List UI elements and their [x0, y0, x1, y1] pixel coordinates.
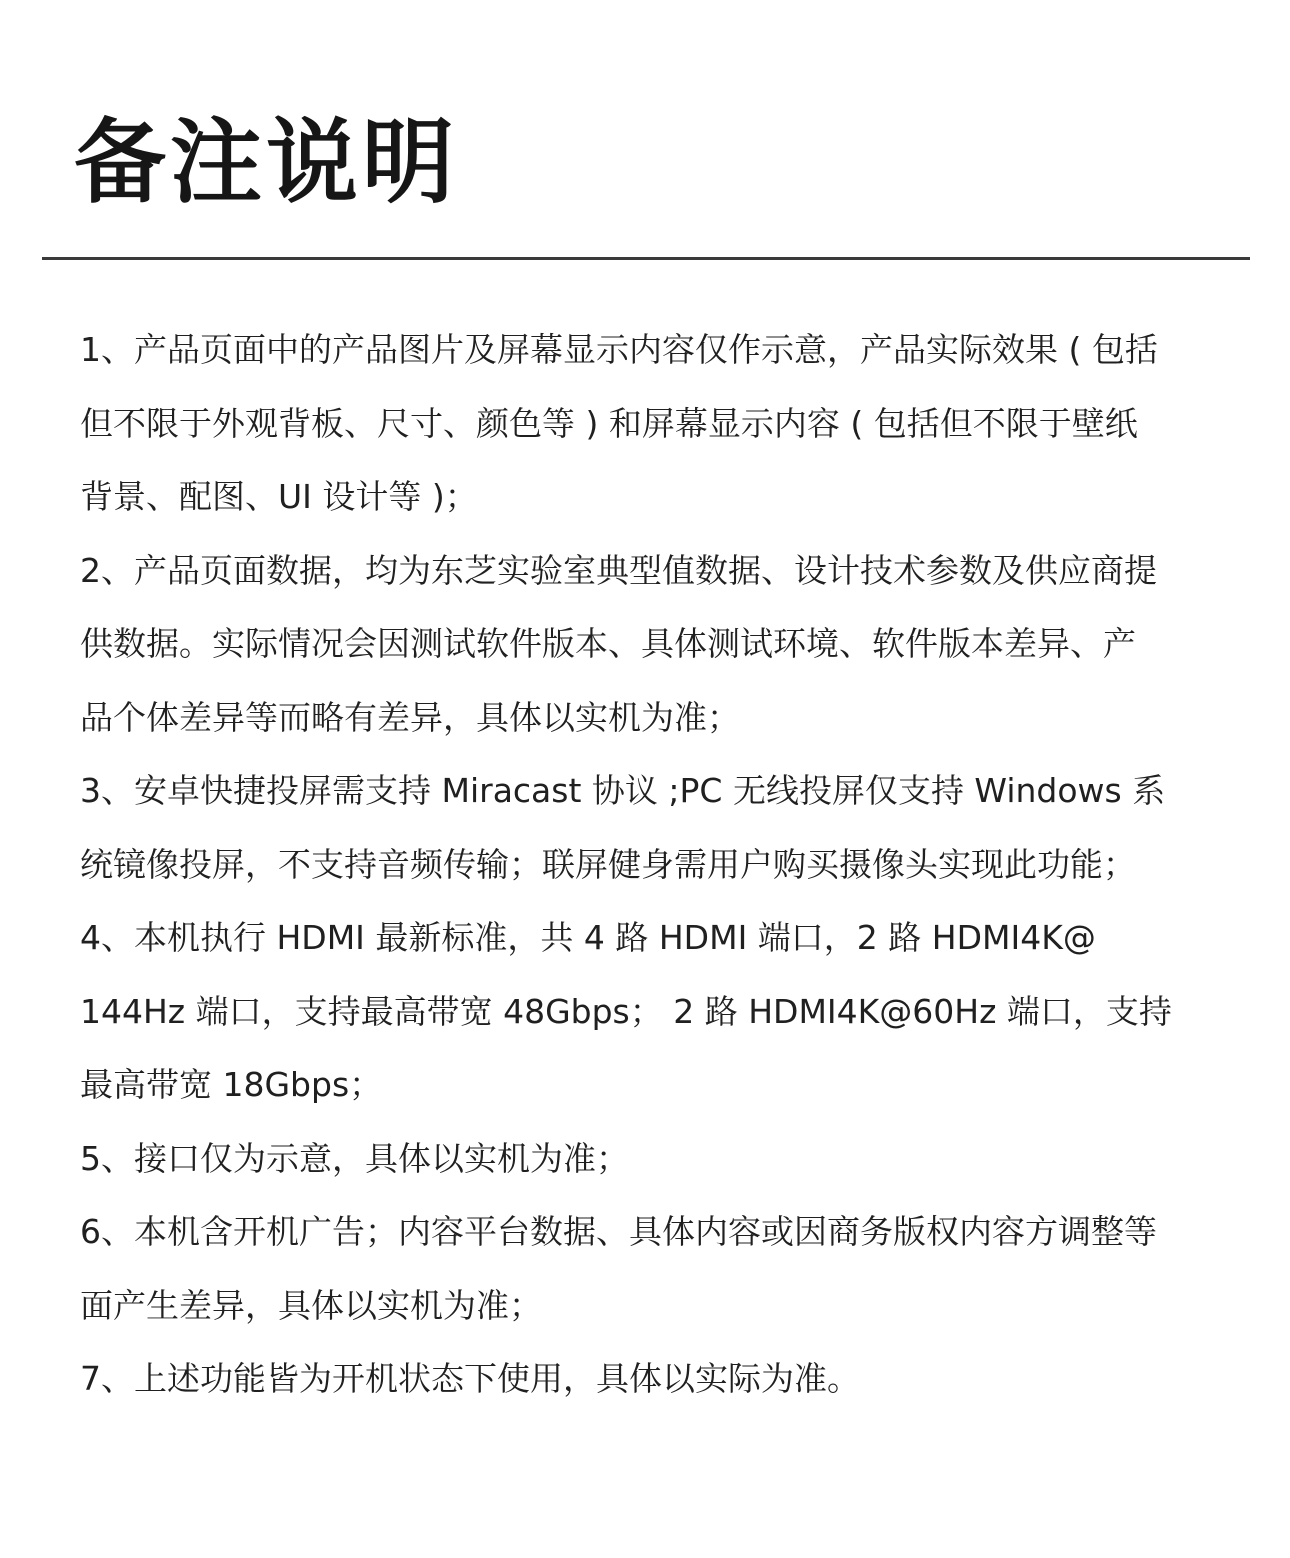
- note-line: 供数据。实际情况会因测试软件版本、具体测试环境、软件版本差异、产: [80, 624, 1136, 663]
- page-title: 备注说明: [74, 109, 459, 216]
- note-line: 背景、配图、UI 设计等 )；: [80, 477, 478, 516]
- note-item: [80, 1195, 1220, 1342]
- note-item: [80, 754, 1220, 901]
- note-item: [80, 1342, 1220, 1416]
- note-line: 1、产品页面中的产品图片及屏幕显示内容仅作示意，产品实际效果 ( 包括: [80, 330, 1158, 369]
- title-divider: [42, 257, 1250, 260]
- note-item: [80, 534, 1220, 755]
- note-line: 144Hz 端口，支持最高带宽 48Gbps； 2 路 HDMI4K@60Hz 端口，支持: [80, 991, 1172, 1031]
- note-item: [80, 313, 1220, 534]
- note-line: 4、本机执行 HDMI 最新标准，共 4 路 HDMI 端口，2 路 HDMI4K@: [80, 918, 1096, 957]
- note-item: [80, 1122, 1220, 1196]
- note-line: 6、本机含开机广告；内容平台数据、具体内容或因商务版权内容方调整等: [80, 1212, 1157, 1251]
- note-line: 最高带宽 18Gbps；: [80, 1065, 383, 1104]
- note-line: 统镜像投屏，不支持音频传输；联屏健身需用户购买摄像头实现此功能；: [80, 844, 1136, 884]
- note-line: 5、接口仅为示意，具体以实机为准；: [80, 1138, 629, 1178]
- note-line: 3、安卓快捷投屏需支持 Miracast 协议 ;PC 无线投屏仅支持 Windows 系: [80, 771, 1166, 810]
- note-line: 面产生差异，具体以实机为准；: [80, 1285, 542, 1325]
- note-line: 2、产品页面数据，均为东芝实验室典型值数据、设计技术参数及供应商提: [80, 550, 1157, 590]
- note-line: 但不限于外观背板、尺寸、颜色等 ) 和屏幕显示内容 ( 包括但不限于壁纸: [80, 403, 1138, 443]
- note-line: 品个体差异等而略有差异，具体以实机为准；: [80, 697, 740, 737]
- note-line: 7、上述功能皆为开机状态下使用，具体以实际为准。: [80, 1359, 860, 1398]
- notes-list: [80, 313, 1220, 1416]
- note-item: [80, 901, 1220, 1122]
